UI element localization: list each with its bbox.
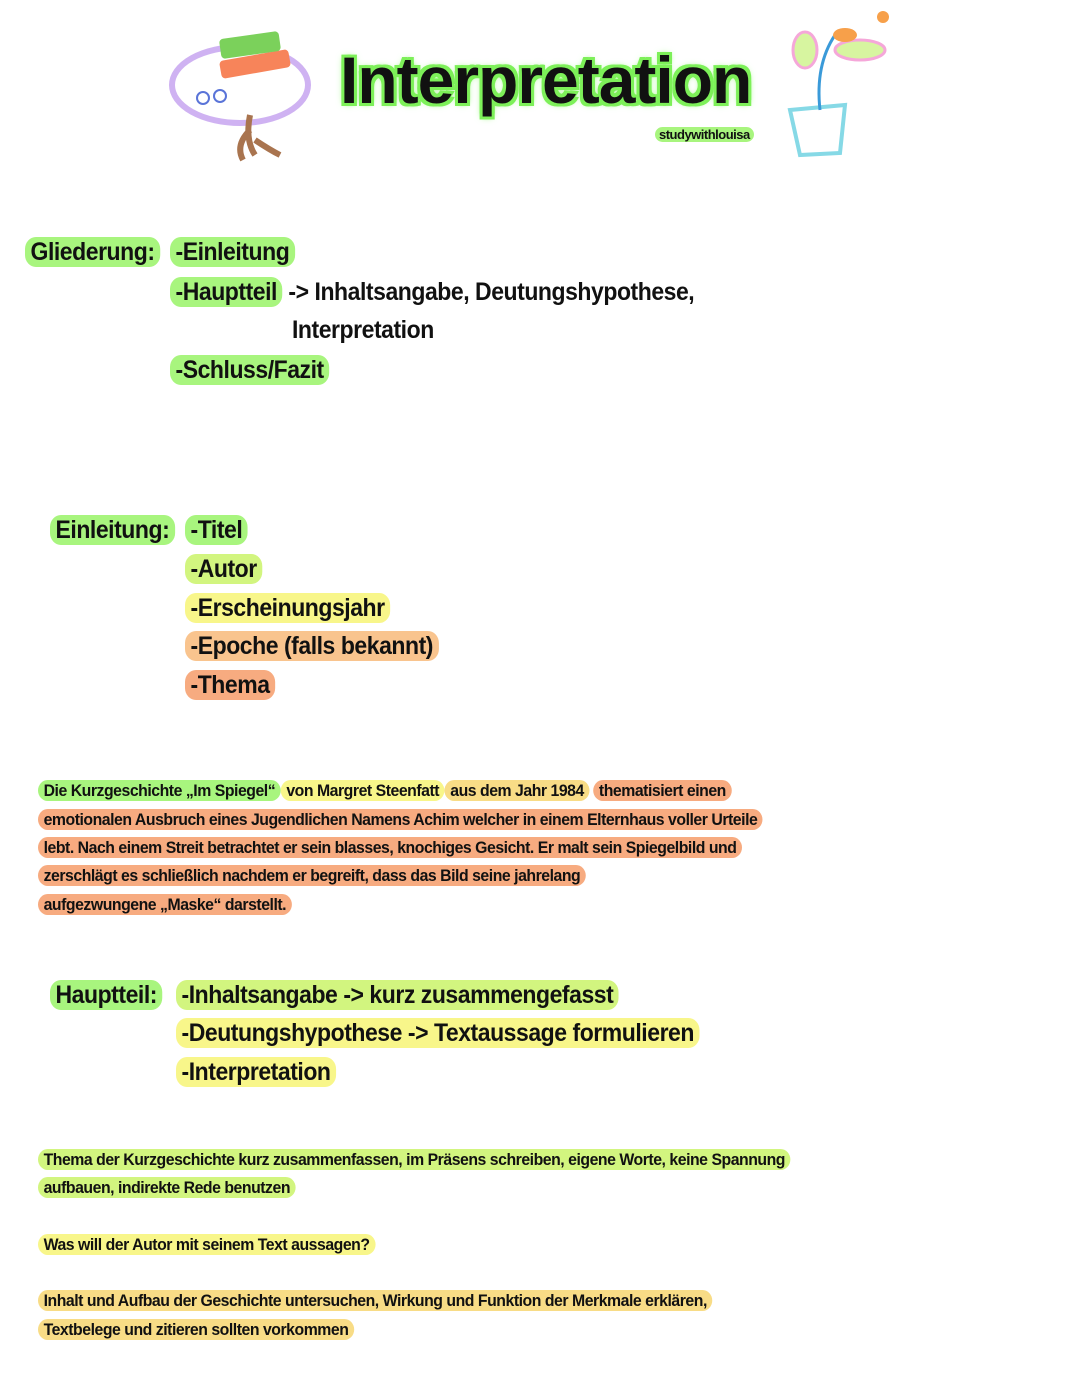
note-line: Textbelege und zitieren sollten vorkommen <box>38 1319 354 1340</box>
hauptteil-item: -Deutungshypothese -> Textaussage formulieren <box>176 1018 700 1048</box>
page-title: Interpretation <box>340 43 752 117</box>
einleitung-item: -Titel <box>185 515 248 545</box>
hauptteil-label: Hauptteil: <box>50 980 162 1010</box>
hauptteil-item: -Interpretation <box>176 1057 336 1087</box>
einleitung-item: -Thema <box>185 670 275 700</box>
gliederung-item: -Hauptteil <box>170 277 282 307</box>
example-line: emotionalen Ausbruch eines Jugendlichen Namens Achim welcher in einem Elternhaus voller Urteile <box>38 809 763 830</box>
author-watermark: studywithlouisa <box>655 127 754 142</box>
einleitung-item: -Erscheinungsjahr <box>185 593 390 623</box>
note-line: Was will der Autor mit seinem Text aussagen? <box>38 1234 375 1255</box>
plant-pot-illustration <box>785 5 900 160</box>
einleitung-label: Einleitung: <box>50 515 175 545</box>
example-line: lebt. Nach einem Streit betrachtet er sein blasses, knochiges Gesicht. Er malt sein Spiegelbild und <box>38 837 742 858</box>
note-line: aufbauen, indirekte Rede benutzen <box>38 1177 296 1198</box>
einleitung-item: -Autor <box>185 554 262 584</box>
example-line: zerschlägt es schließlich nachdem er begreift, dass das Bild seine jahrelang <box>38 865 586 886</box>
gliederung-item: -Schluss/Fazit <box>170 355 329 385</box>
example-line: aufgezwungene „Maske“ darstellt. <box>38 894 292 915</box>
example-line: Die Kurzgeschichte „Im Spiegel“ von Margret Steenfatt aus dem Jahr 1984 thematisiert einen <box>38 781 731 801</box>
note-line: Inhalt und Aufbau der Geschichte untersuchen, Wirkung und Funktion der Merkmale erklären, <box>38 1290 712 1311</box>
gliederung-item-detail: Interpretation <box>292 316 434 344</box>
hauptteil-item: -Inhaltsangabe -> kurz zusammengefasst <box>176 980 619 1010</box>
gliederung-item: -Einleitung <box>170 237 295 267</box>
note-line: Thema der Kurzgeschichte kurz zusammenfassen, im Präsens schreiben, eigene Worte, keine Spannung <box>38 1149 791 1170</box>
books-on-table-illustration <box>165 20 315 165</box>
einleitung-item: -Epoche (falls bekannt) <box>185 631 439 661</box>
gliederung-item-detail: -> Inhaltsangabe, Deutungshypothese, <box>288 278 695 306</box>
gliederung-label: Gliederung: <box>25 237 160 267</box>
